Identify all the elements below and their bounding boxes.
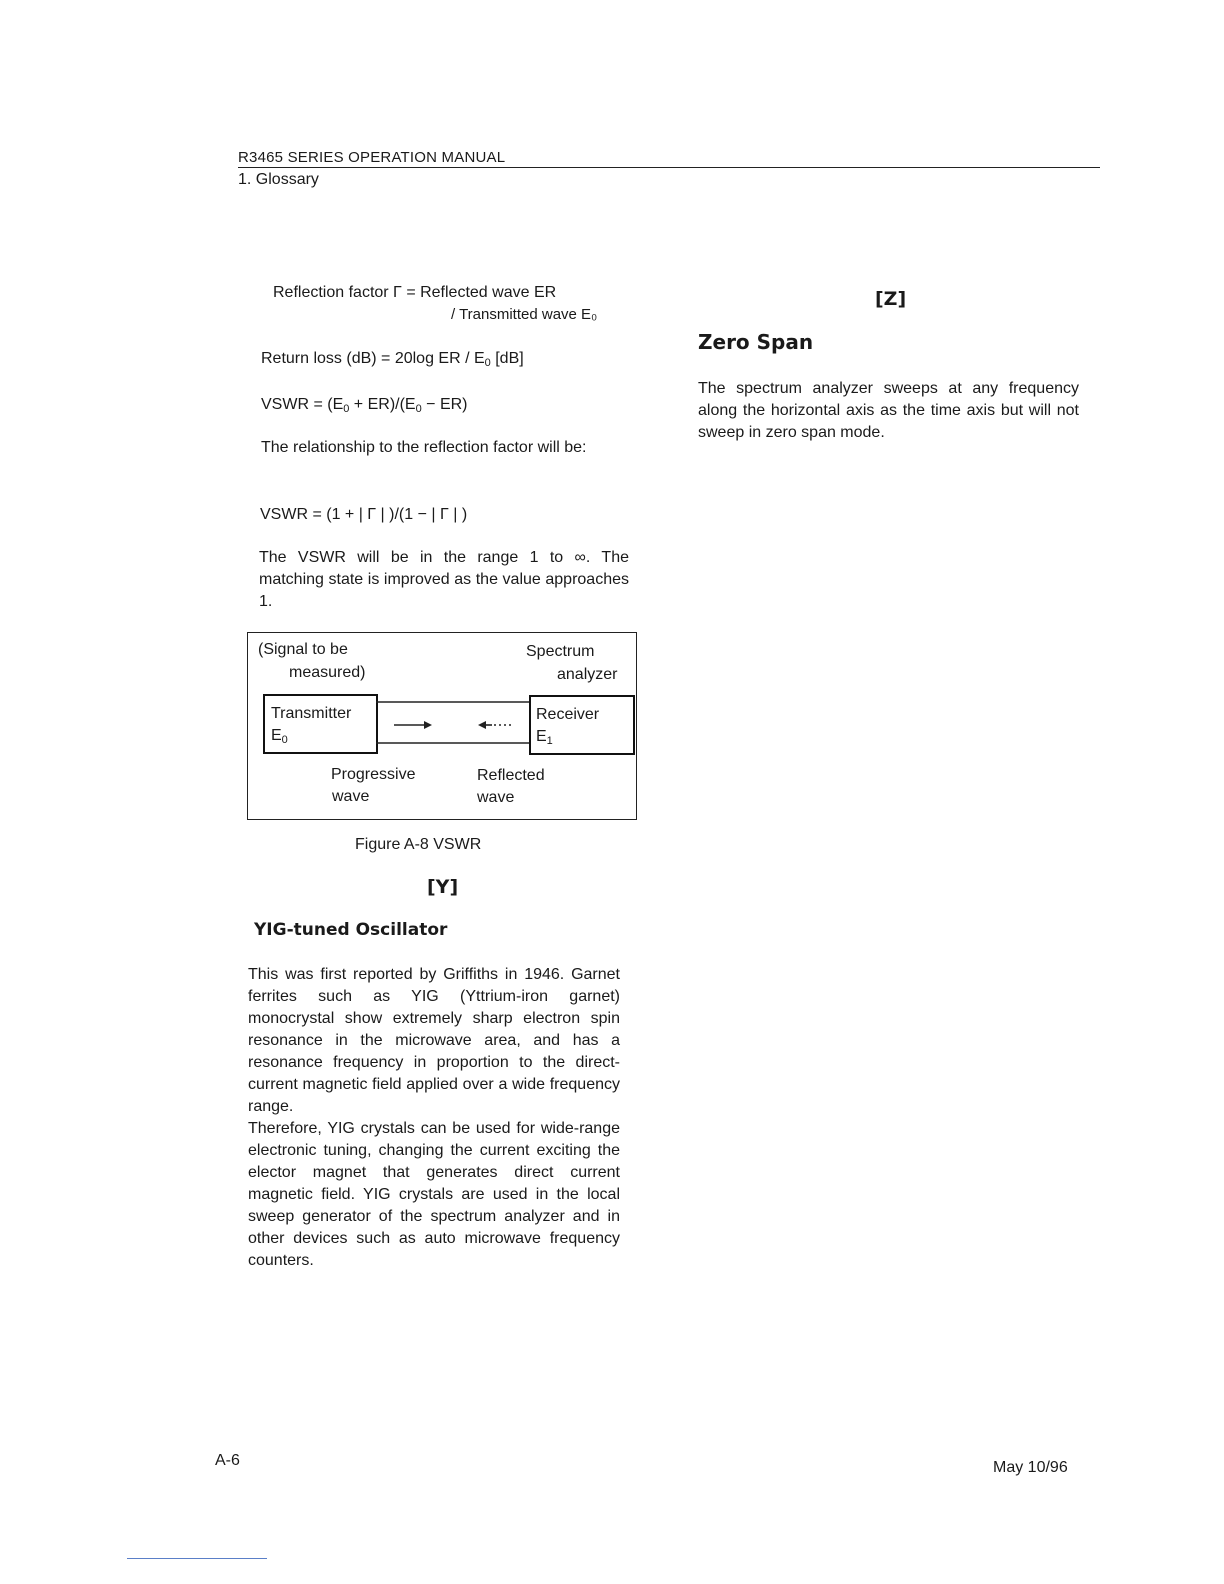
vswr-gamma-formula: VSWR = (1 + | Γ | )/(1 − | Γ | ) <box>260 506 468 523</box>
analyzer-label-1: Spectrum <box>526 643 595 660</box>
reflected-label-2: wave <box>477 789 515 806</box>
vswr-figure <box>247 632 637 820</box>
receiver-signal: $E_1$ <box>536 728 553 747</box>
signal-label-1: (Signal to be <box>258 641 348 658</box>
progressive-label-1: Progressive <box>331 766 416 783</box>
zero-span-body: The spectrum analyzer sweeps at any frequency along the horizontal axis as the time axis but will not sweep in zero span mode. <box>698 380 1079 441</box>
receiver-label: Receiver <box>536 706 600 723</box>
relationship-text: The relationship to the reflection factor will be: <box>261 439 587 456</box>
transmitter-label: Transmitter <box>271 705 352 722</box>
receiver-box <box>529 695 635 755</box>
progressive-label-2: wave <box>332 788 370 805</box>
zero-span-term: Zero Span <box>698 330 814 354</box>
page-number: A-6 <box>215 1452 240 1469</box>
footer-link-rule <box>127 1558 267 1559</box>
reflected-arrow-icon <box>478 721 514 729</box>
yig-oscillator-body: This was first reported by Griffiths in 1946. Garnet ferrites such as YIG (Yttrium-iron garnet) monocrystal show extremely sharp electron spin resonance in the microwave area, and has a resonance frequency in proportion to the direct-current magnetic field applied over a wide frequency range. Therefore, YIG crystals can be used for wide-range electronic tuning, changing the current exciting the elector magnet that generates direct current magnetic field. YIG crystals are used in the local sweep generator of the spectrum analyzer and in other devices such as auto microwave frequency counters. <box>248 966 620 1269</box>
revision-date: May 10/96 <box>993 1459 1068 1476</box>
section-y-letter: [Y] <box>427 876 459 898</box>
header-rule <box>238 167 1100 168</box>
reflection-factor-line1: Reflection factor Γ = Reflected wave ER <box>273 284 557 301</box>
wave-connector <box>376 693 536 759</box>
yig-oscillator-term: YIG-tuned Oscillator <box>254 920 448 940</box>
reflection-factor-line2: / Transmitted wave E₀ <box>451 306 598 323</box>
return-loss-formula: Return loss (dB) = 20log ER / $E_0$ [dB] <box>261 350 524 369</box>
manual-title: R3465 SERIES OPERATION MANUAL <box>238 149 506 166</box>
signal-label-2: measured) <box>289 664 366 681</box>
section-heading: 1. Glossary <box>238 171 319 188</box>
transmitter-box <box>263 694 378 754</box>
figure-caption: Figure A-8 VSWR <box>355 836 482 853</box>
vswr-formula: VSWR = $(E_0 + ER)/(E_0 - ER)$ <box>261 396 468 415</box>
analyzer-label-2: analyzer <box>557 666 618 683</box>
reflected-label-1: Reflected <box>477 767 545 784</box>
transmitter-signal: $E_0$ <box>271 727 288 746</box>
vswr-range-text: The VSWR will be in the range 1 to ∞. The matching state is improved as the value approaches 1. <box>259 549 629 610</box>
progressive-arrow-icon <box>394 721 432 729</box>
section-z-letter: [Z] <box>875 288 907 310</box>
